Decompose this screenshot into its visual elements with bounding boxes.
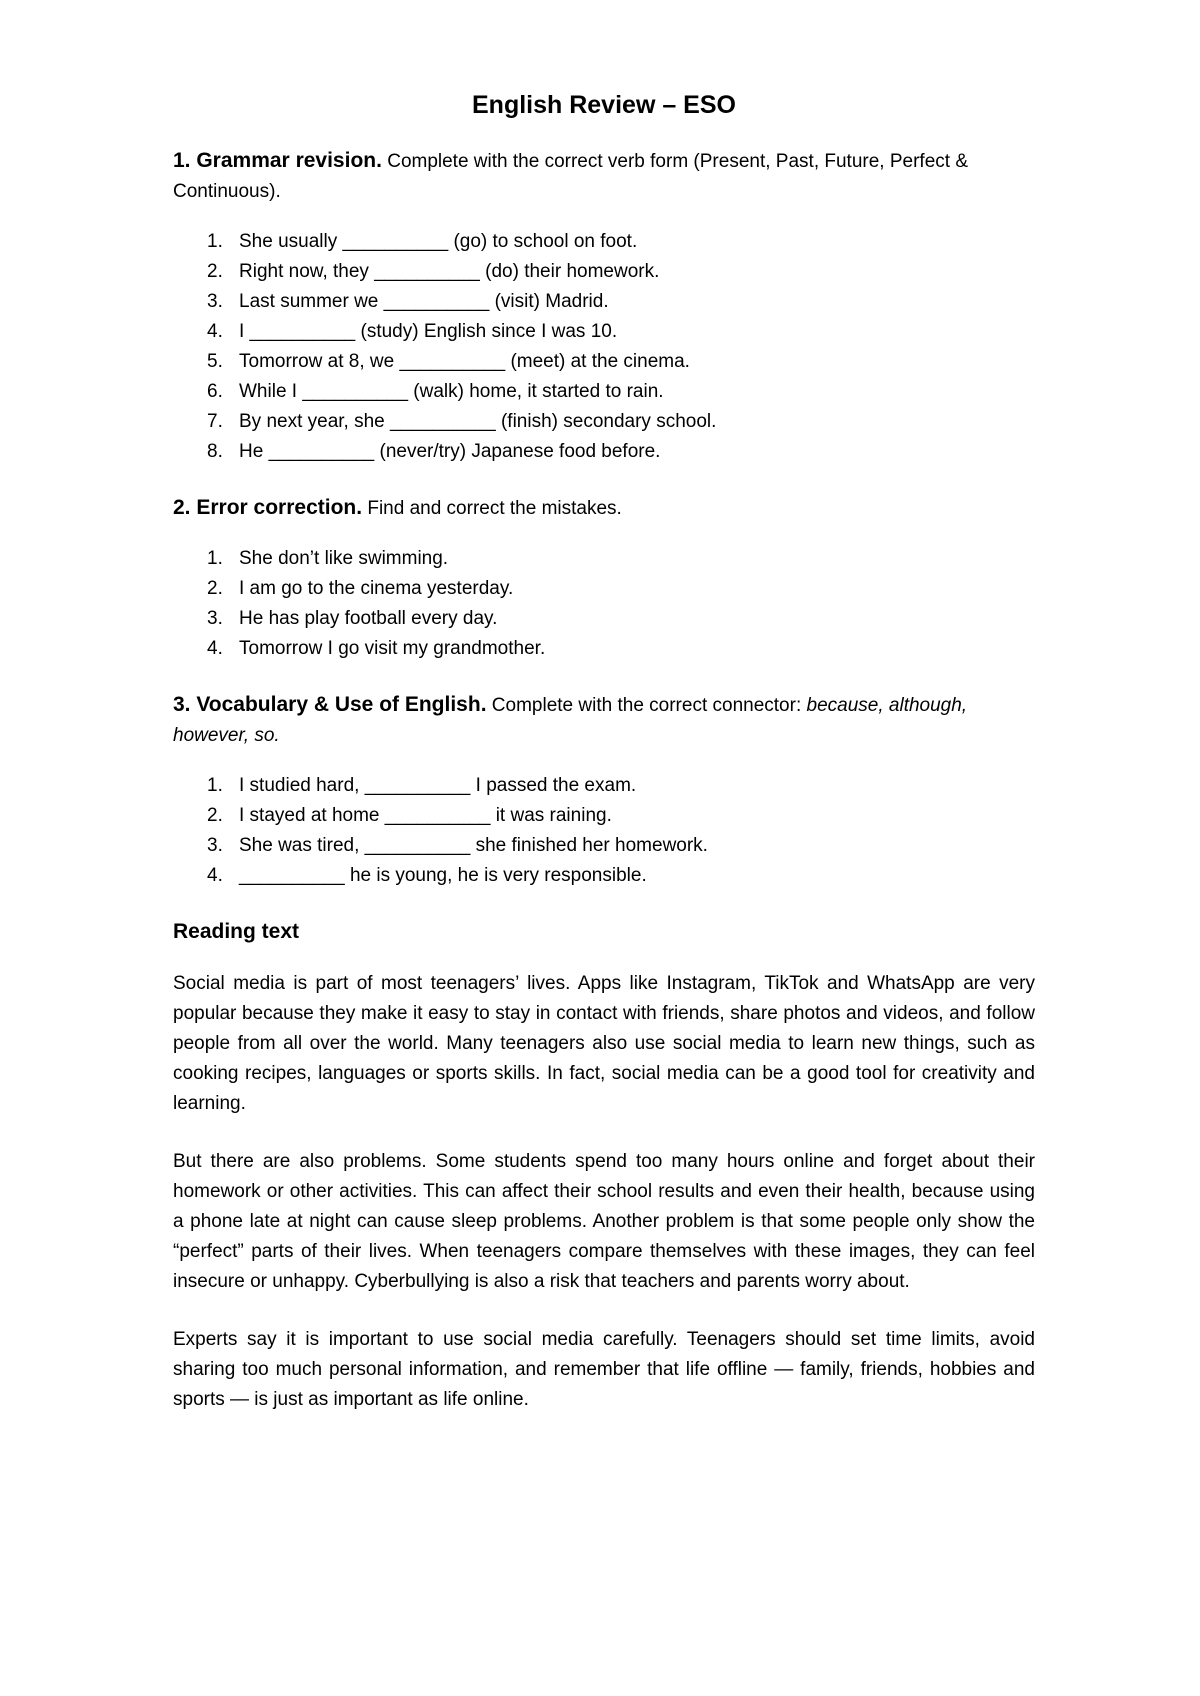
section-instruction: Complete with the correct connector: — [486, 695, 807, 716]
section-instruction: Find and correct the mistakes. — [362, 498, 622, 519]
document-title: English Review – ESO — [472, 91, 736, 119]
list-item: 4. I __________ (study) English since I was 10. — [207, 321, 618, 342]
section-heading — [173, 493, 1035, 524]
list-item: 2. Right now, they __________ (do) their homework. — [207, 261, 660, 282]
section-title: 1. Grammar revision. — [173, 149, 382, 172]
exercise-list — [173, 771, 1035, 891]
reading-section — [173, 917, 1035, 1415]
list-item: 6. While I __________ (walk) home, it started to rain. — [207, 381, 664, 402]
section-heading — [173, 146, 1035, 207]
list-item: 8. He __________ (never/try) Japanese food before. — [207, 441, 661, 462]
exercise-list — [173, 227, 1035, 467]
list-item: 2. I stayed at home __________ it was raining. — [207, 805, 612, 826]
list-item: 5. Tomorrow at 8, we __________ (meet) at the cinema. — [207, 351, 690, 372]
section-title: 3. Vocabulary & Use of English. — [173, 693, 487, 716]
list-item: 3. He has play football every day. — [207, 608, 498, 629]
exercise-list — [173, 544, 1035, 664]
section-instruction: Complete with the correct verb form (Present, Past, Future, Perfect & Continuous). — [173, 151, 968, 202]
reading-paragraph: Experts say it is important to use social media carefully. Teenagers should set time limits, avoid sharing too much personal information, and remember that life offline — family, friends, hobbies and sports — is just as important as life online. — [173, 1329, 1035, 1410]
section-grammar — [173, 146, 1035, 467]
list-item: 1. She usually __________ (go) to school on foot. — [207, 231, 638, 252]
reading-title: Reading text — [173, 920, 300, 943]
section-heading — [173, 690, 1035, 751]
section-vocabulary — [173, 690, 1035, 891]
list-item: 4. __________ he is young, he is very responsible. — [207, 865, 647, 886]
reading-paragraph: Social media is part of most teenagers’ lives. Apps like Instagram, TikTok and WhatsApp are very popular because they make it easy to stay in contact with friends, share photos and videos, and follow people from all over the world. Many teenagers also use social media to learn new things, such as cooking recipes, languages or sports skills. In fact, social media can be a good tool for creativity and learning. — [173, 973, 1035, 1114]
list-item: 2. I am go to the cinema yesterday. — [207, 578, 514, 599]
connector-list: because, although, however, so. — [173, 695, 968, 746]
section-error-correction — [173, 493, 1035, 664]
list-item: 7. By next year, she __________ (finish) secondary school. — [207, 411, 717, 432]
list-item: 1. She don’t like swimming. — [207, 548, 449, 569]
list-item: 3. She was tired, __________ she finished her homework. — [207, 835, 708, 856]
section-title: 2. Error correction. — [173, 496, 363, 519]
list-item: 4. Tomorrow I go visit my grandmother. — [207, 638, 546, 659]
reading-paragraph: But there are also problems. Some students spend too many hours online and forget about their homework or other activities. This can affect their school results and even their health, because using a phone late at night can cause sleep problems. Another problem is that some people only show the “perfect” parts of their lives. When teenagers compare themselves with these images, they can feel insecure or unhappy. Cyberbullying is also a risk that teachers and parents worry about. — [173, 1151, 1035, 1292]
list-item: 1. I studied hard, __________ I passed the exam. — [207, 775, 637, 796]
document-page — [173, 88, 1035, 1443]
list-item: 3. Last summer we __________ (visit) Madrid. — [207, 291, 609, 312]
